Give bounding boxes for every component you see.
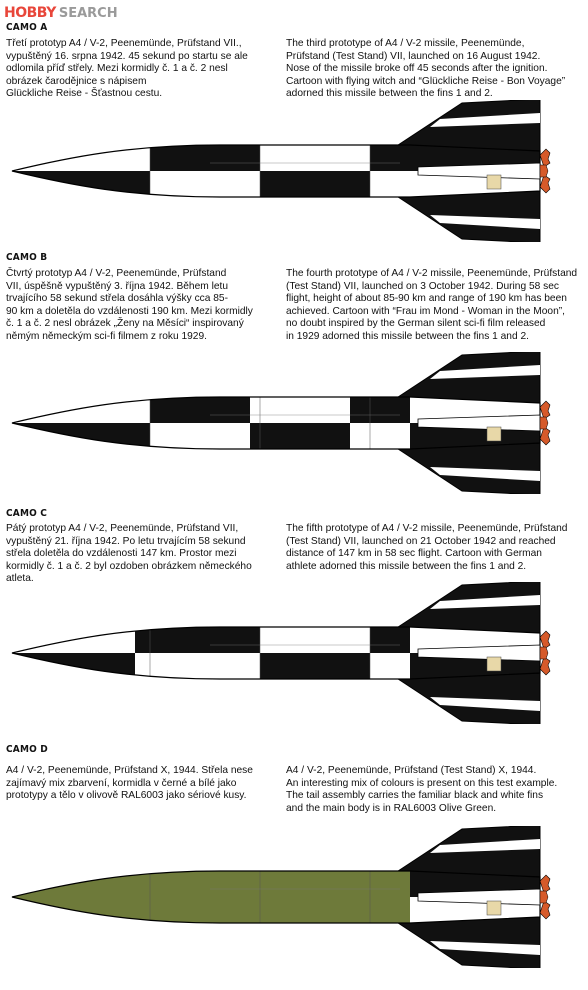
- camo-a-description-cz: Třetí prototyp A4 / V-2, Peenemünde, Prüfstand VII., vypuštěný 16. srpna 1942. 45 sekund po startu se ale odlomila příď střely. Mezi kormidly č. 1 a č. 2 nesl obrázek čarodějnice s nápisem Glückliche Reise - Šťastnou cestu.: [6, 38, 248, 100]
- jet-vane-top: [540, 401, 550, 419]
- camo-a-description-en: The third prototype of A4 / V-2 missile, Peenemünde, Prüfstand (Test Stand) VII, launched on 16 August 1942. Nose of the missile broke off 45 seconds after the ignition. Cartoon with flying witch and “Glückliche Reise - Bon Voyage” adorned this missile between the fins 1 and 2.: [286, 38, 566, 100]
- jet-vane-top: [540, 149, 550, 167]
- jet-vane-bottom: [540, 175, 550, 193]
- camo-c-description-cz: Pátý prototyp A4 / V-2, Peenemünde, Prüfstand VII, vypuštěný 21. října 1942. Po letu trvajícím 58 sekund střela doletěla do vzdálenosti 147 km. Prostor mezi kormidly č. 1 a č. 2 byl ozdoben obrázkem německého atleta.: [6, 523, 252, 585]
- watermark-text: SEARCH: [58, 5, 118, 21]
- jet-vane-bottom: [540, 901, 550, 919]
- rocket-camo-c: [0, 582, 588, 724]
- camo-d-description-en: A4 / V-2, Peenemünde, Prüfstand (Test Stand) X, 1944. An interesting mix of colours is present on this test example. The tail assembly carries the familiar black and white fins and the main body is in RAL6003 Olive Green.: [286, 765, 558, 814]
- camo-b-title: CAMO B: [6, 252, 48, 263]
- camo-d-title: CAMO D: [6, 744, 48, 755]
- jet-vane-mid: [540, 891, 548, 903]
- rocket-camo-b: [0, 352, 588, 494]
- rocket-camo-d: [0, 826, 588, 968]
- jet-vane-mid: [540, 165, 548, 177]
- cartoon-emblem: [487, 657, 501, 671]
- cartoon-emblem: [487, 901, 501, 915]
- camo-b-description-en: The fourth prototype of A4 / V-2 missile, Peenemünde, Prüfstand (Test Stand) VII, launched on 3 October 1942. During 58 sec flight, height of about 85-90 km and range of 190 km has been achieved. Cartoon with “Frau im Mond - Woman in the Moon”, no doubt inspired by the German silent sci-fi film released in 1929 adorned this missile between the fins 1 and 2.: [286, 268, 578, 342]
- rocket-camo-a: [0, 100, 588, 242]
- watermark-logo: HOBBY: [4, 5, 56, 21]
- cartoon-emblem: [487, 175, 501, 189]
- camo-b-description-cz: Čtvrtý prototyp A4 / V-2, Peenemünde, Prüfstand VII, úspěšně vypuštěný 3. října 1942. Během letu trvajícího 58 sekund střela dosáhla výšky cca 85- 90 km a doletěla do vzdálenosti 190 km. Mezi kormidly č. 1 a č. 2 nesl obrázek „Ženy na Měsíci“ inspirovaný němým německým sci-fi filmem z roku 1929.: [6, 268, 253, 342]
- camo-a-title: CAMO A: [6, 22, 48, 33]
- jet-vane-mid: [540, 647, 548, 659]
- cartoon-emblem: [487, 427, 501, 441]
- jet-vane-bottom: [540, 657, 550, 675]
- camo-c-description-en: The fifth prototype of A4 / V-2 missile, Peenemünde, Prüfstand (Test Stand) VII, launched on 21 October 1942 and reached distance of 147 km in 58 sec flight. Cartoon with German athlete adorned this missile between the fins 1 and 2.: [286, 523, 568, 572]
- watermark: [4, 4, 118, 22]
- jet-vane-bottom: [540, 427, 550, 445]
- camo-d-description-cz: A4 / V-2, Peenemünde, Prüfstand X, 1944. Střela nese zajímavý mix zbarvení, kormidla v černé a bílé jako prototypy a tělo v olivově RAL6003 jako sériové kusy.: [6, 765, 253, 802]
- jet-vane-top: [540, 631, 550, 649]
- camo-c-title: CAMO C: [6, 508, 48, 519]
- jet-vane-mid: [540, 417, 548, 429]
- jet-vane-top: [540, 875, 550, 893]
